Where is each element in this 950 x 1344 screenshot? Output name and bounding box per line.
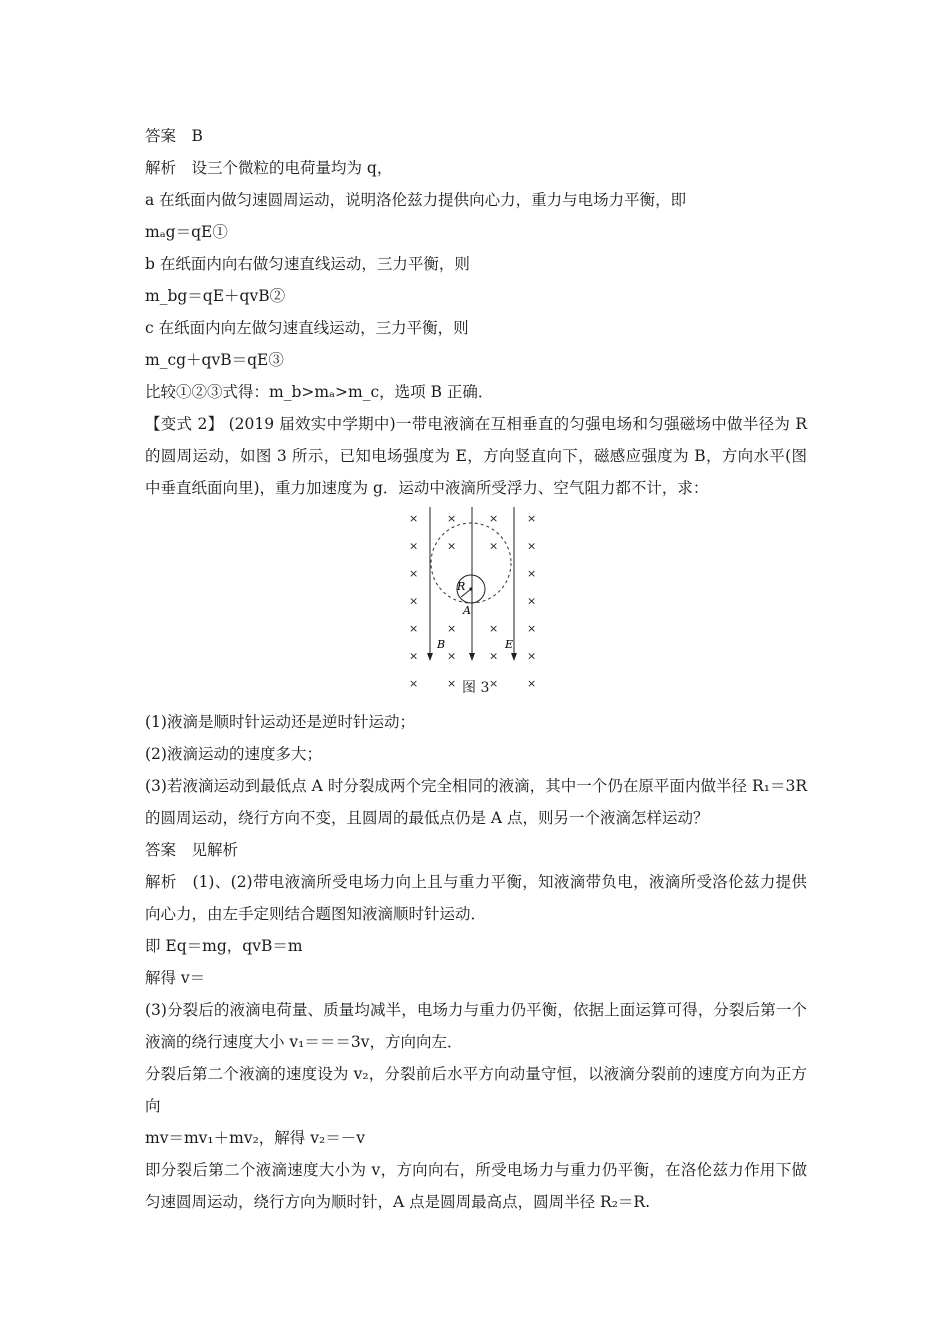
cross-mark: ×: [409, 649, 419, 663]
cross-mark: ×: [409, 567, 419, 580]
comparison-text: 比较①②③式得：m_b>mₐ>m_c，选项 B 正确．: [145, 383, 494, 401]
equation-1: mₐg＝qE①: [145, 223, 228, 241]
cross-mark: ×: [527, 677, 537, 690]
particle-b-text: b 在纸面内向右做匀速直线运动，三力平衡，则: [145, 255, 470, 273]
equation-eq-mg: 即 Eq＝mg，qvB＝m: [145, 937, 303, 955]
split-paragraph: (3)分裂后的液滴电荷量、质量均减半，电场力与重力仍平衡，依据上面运算可得，分裂后第一个液滴的绕行速度大小 v₁＝＝＝3v，方向向左．: [145, 1001, 807, 1051]
equation-3: m_cg＋qvB＝qE③: [145, 351, 284, 369]
cross-mark: ×: [447, 677, 457, 690]
arrow-head-2: [469, 653, 475, 661]
cross-marks: [409, 512, 536, 690]
cross-mark: ×: [527, 649, 537, 663]
particle-a-text: a 在纸面内做匀速圆周运动，说明洛伦兹力提供向心力，重力与电场力平衡，即: [145, 191, 687, 209]
cross-mark: ×: [489, 649, 499, 663]
variant-problem: 【变式 2】 (2019 届效实中学期中)一带电液滴在互相垂直的匀强电场和匀强磁场中做半径为 R 的圆周运动，如图 3 所示，已知电场强度为 E，方向竖直向下，磁感应强度为 B，方向水平(图中垂直纸面向里)，重力加速度为 g．运动中液滴所受浮力、空气阻力都不计，求：: [145, 415, 807, 497]
analysis-intro: 解析 设三个微粒的电荷量均为 q，: [145, 159, 393, 177]
label-a: A: [463, 604, 471, 617]
question-1: (1)液滴是顺时针运动还是逆时针运动；: [145, 713, 415, 731]
cross-mark: ×: [409, 677, 419, 690]
arrow-head-1: [427, 653, 433, 661]
question-3: (3)若液滴运动到最低点 A 时分裂成两个完全相同的液滴，其中一个仍在原平面内做半径 R₁＝3R 的圆周运动，绕行方向不变，且圆周的最低点仍是 A 点，则另一个液滴怎样运动？: [145, 777, 807, 827]
cross-mark: ×: [409, 539, 419, 553]
cross-mark: ×: [527, 594, 537, 608]
cross-mark: ×: [527, 539, 537, 553]
cross-mark: ×: [409, 622, 419, 635]
large-dashed-circle: [431, 523, 511, 603]
label-r: R: [457, 580, 466, 593]
arrow-head-3: [511, 653, 517, 661]
question-2: (2)液滴运动的速度多大；: [145, 745, 322, 763]
label-b: B: [437, 638, 446, 651]
cross-mark: ×: [409, 512, 419, 525]
analysis-paragraph: 解析 (1)、(2)带电液滴所受电场力向上且与重力平衡，知液滴带负电，液滴所受洛伦兹力提供向心力，由左手定则结合题图知液滴顺时针运动．: [145, 873, 807, 923]
momentum-equation: mv＝mv₁＋mv₂，解得 v₂＝－v: [145, 1129, 365, 1147]
cross-mark: ×: [447, 649, 457, 663]
particle-c-text: c 在纸面内向左做匀速直线运动，三力平衡，则: [145, 319, 469, 337]
cross-mark: ×: [527, 512, 537, 525]
solve-v: 解得 v＝: [145, 969, 206, 987]
label-e: E: [505, 638, 514, 651]
equation-2: m_bg＝qE＋qvB②: [145, 287, 286, 305]
final-paragraph: 即分裂后第二个液滴速度大小为 v，方向向右，所受电场力与重力仍平衡，在洛伦兹力作用下做匀速圆周运动，绕行方向为顺时针，A 点是圆周最高点，圆周半径 R₂＝R.: [145, 1161, 807, 1211]
cross-mark: ×: [447, 539, 457, 553]
cross-mark: ×: [447, 512, 457, 525]
cross-mark: ×: [489, 512, 499, 525]
cross-mark: ×: [489, 677, 499, 690]
figure-caption: 图 3: [462, 680, 490, 696]
cross-mark: ×: [489, 539, 499, 553]
cross-mark: ×: [489, 622, 499, 635]
cross-mark: ×: [409, 594, 419, 608]
momentum-paragraph: 分裂后第二个液滴的速度设为 v₂，分裂前后水平方向动量守恒，以液滴分裂前的速度方向为正方向: [145, 1065, 807, 1115]
answer-see-analysis: 答案 见解析: [145, 841, 239, 859]
cross-mark: ×: [527, 567, 537, 580]
cross-mark: ×: [447, 622, 457, 635]
cross-mark: ×: [527, 622, 537, 635]
answer-b: 答案 B: [145, 127, 203, 145]
